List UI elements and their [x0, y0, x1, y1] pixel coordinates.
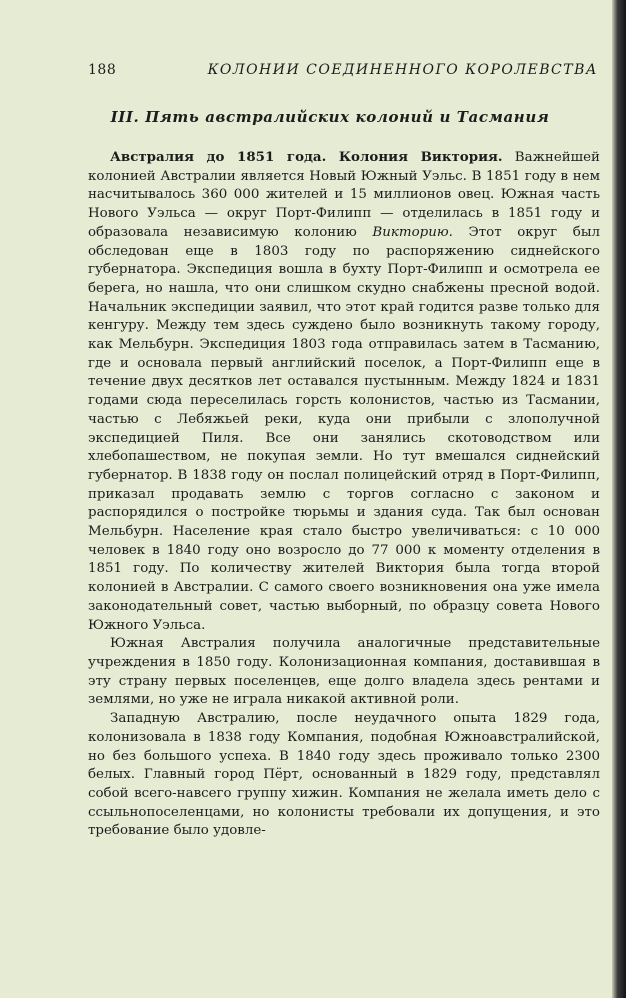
paragraph-text: Этот округ был обследован еще в 1803 году по распоряжению сиднейского губернатора. Экспедиция вошла в бухту Порт-Филипп и осмотрела ее берега, но нашла, что они слишком скудно снабжены пресной водой. Начальник экспедиции заявил, что этот край годится разве только для кенгуру. Между тем здесь суждено было возникнуть такому городу, как Мельбурн. Экспедиция 1803 года отправилась затем в Тасманию, где и основала первый английский поселок, а Порт-Филипп еще в течение двух десятков лет оставался пустынным. Между 1824 и 1831 годами сюда переселилась горсть колонистов, частью из Тасмании, частью с Лебяжьей реки, куда они прибыли с злополучной экспедицией Пиля. Все они занялись скотоводством или хлебопашеством, не покупая земли. Но тут вмешался сиднейский губернатор. В 1838 году он послал полицейский отряд в Порт-Филипп, приказал продавать землю с торгов согласно с законом и распорядился о постройке тюрьмы и здания суда. Так был основан Мельбурн. Население края стало быстро увеличиваться: с 10 000 человек в 1840 году оно возросло до 77 000 к моменту отделения в 1851 году. По количеству жителей Виктория была тогда второй колонией в Австралии. С самого своего возникновения она уже имела законодательный совет, частью выборный, по образцу совета Нового Южного Уэльса.: [88, 224, 600, 633]
page-number: 188: [88, 62, 117, 78]
paragraph-3: Западную Австралию, после неудачного опыта 1829 года, колонизовала в 1838 году Компания, подобная Южноавстралийской, но без большого успеха. В 1840 году здесь проживало только 2300 белых. Главный город Пёрт, основанный в 1829 году, представлял собой всего-навсего группу хижин. Компания не желала иметь дело с ссыльнопоселенцами, но колонисты требовали их допущения, и это требование было удовле-: [88, 711, 600, 839]
section-title: III. Пять австралийских колоний и Тасмания: [110, 108, 550, 126]
paragraph-lead: Австралия до 1851 года. Колония Виктория.: [110, 149, 503, 165]
running-header: [88, 62, 598, 78]
page-edge-shadow: [612, 0, 626, 998]
running-title: КОЛОНИИ СОЕДИНЕННОГО КОРОЛЕВСТВА: [207, 62, 598, 78]
paragraph-1: [88, 148, 600, 635]
paragraph-text: Важнейшей колонией Австралии является Новый Южный Уэльс. В 1851 году в нем насчитывалось 360 000 жителей и 15 миллионов овец. Южная часть Нового Уэльса — округ Порт-Филипп — отделилась в 1851 году и образовала независимую колонию: [88, 150, 600, 240]
paragraph-2: Южная Австралия получила аналогичные представительные учреждения в 1850 году. Колонизационная компания, доставившая в эту страну первых поселенцев, еще долго владела здесь рентами и землями, но уже не играла никакой активной роли.: [88, 636, 600, 708]
emphasis-term: Викторию.: [372, 224, 453, 240]
body-text: [88, 148, 600, 841]
